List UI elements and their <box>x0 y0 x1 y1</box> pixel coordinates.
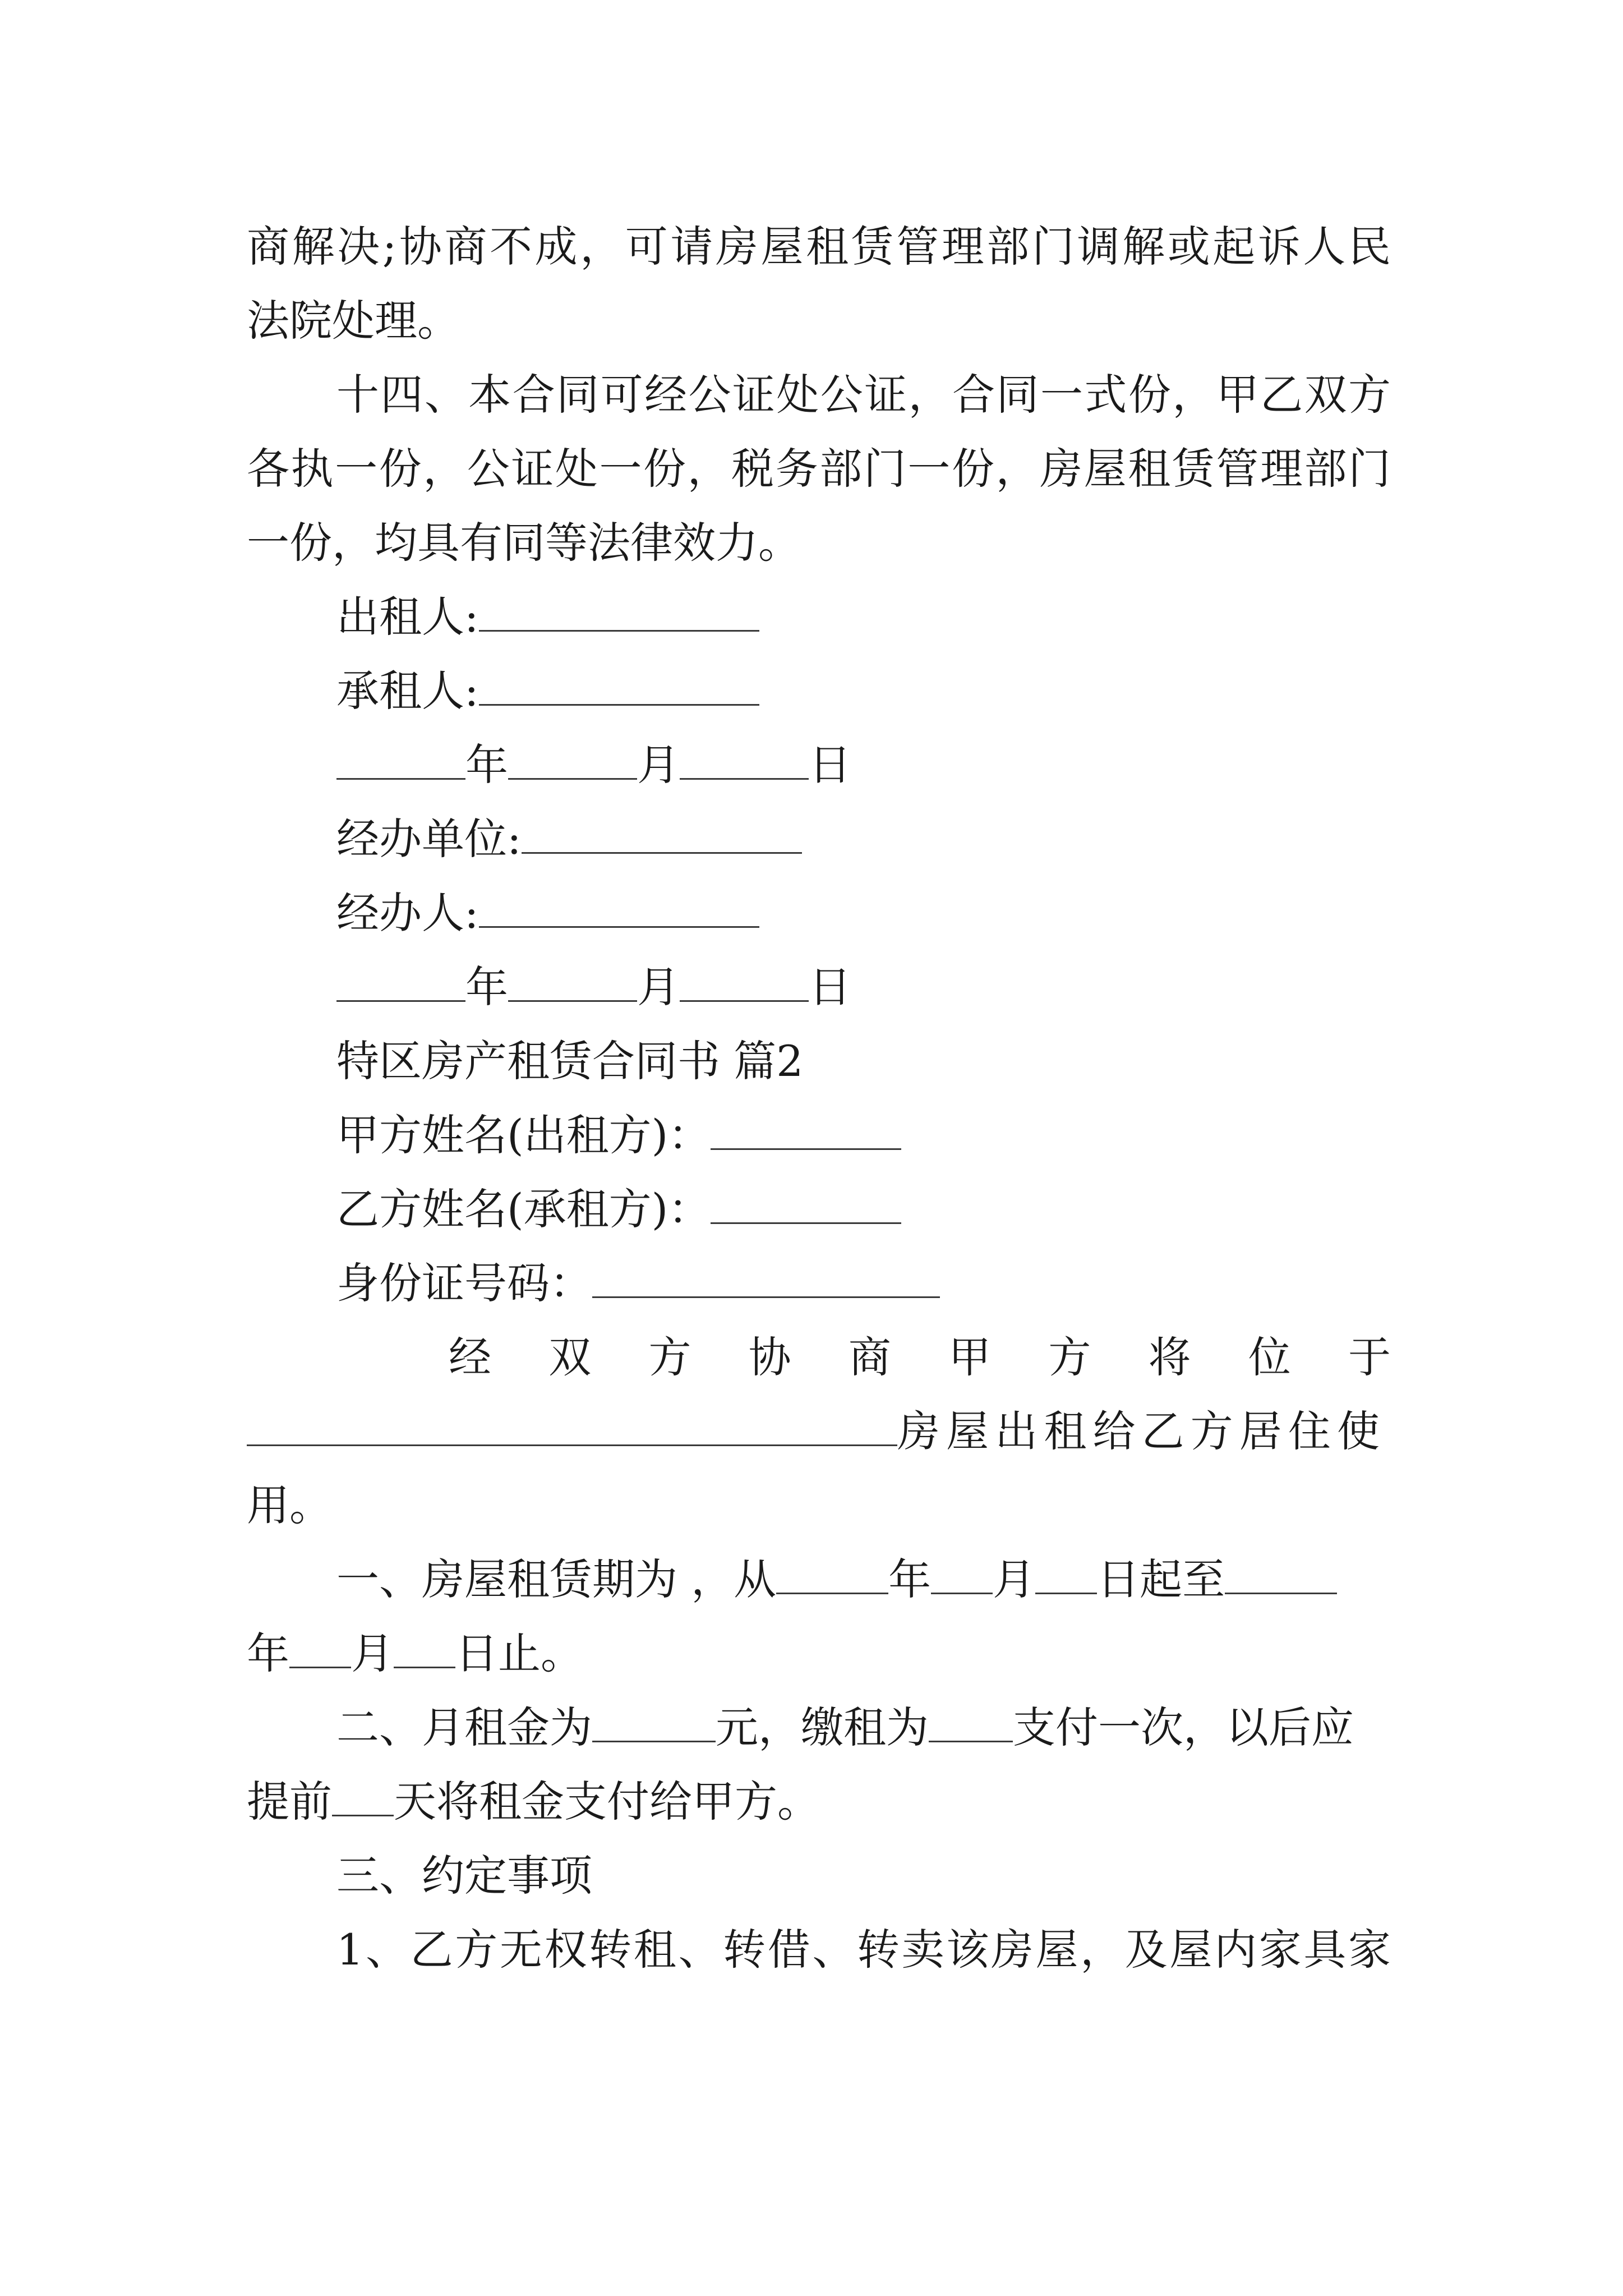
rent-line: 二、月租金为 元，缴租为 支付一次，以后应 <box>336 1703 1354 1752</box>
lessee-signature-line: 承租人: <box>336 657 1391 725</box>
year-blank <box>336 739 465 780</box>
agent-line: 经办人: <box>336 880 1391 947</box>
lease-term-line: 年 月 日止。 <box>247 1628 583 1678</box>
spread-text-line: 经 双 方 协 商 甲 方 将 位 于 <box>449 1332 1391 1382</box>
paragraph-line: 商解决;协商不成，可请房屋租赁管理部门调解或起诉人民 <box>247 222 1391 272</box>
year-blank <box>336 961 465 1002</box>
agreed-item-1: 1、乙方无权转租、转借、转卖该房屋，及屋内家具家 <box>336 1925 1391 1975</box>
agency-blank <box>522 813 802 854</box>
location-blank <box>247 1405 897 1446</box>
lessor-blank <box>479 591 759 632</box>
agency-line: 经办单位: <box>336 806 1391 873</box>
date-line: 年 月 日 <box>336 731 1391 799</box>
house-location-line: 房屋出租给乙方居住使 <box>247 1398 1391 1465</box>
lease-term-line: 一、房屋租赁期为 ，从 年 月 日起至 <box>336 1546 1391 1613</box>
section-title: 特区房产租赁合同书 篇2 <box>336 1036 804 1086</box>
end-month-blank <box>289 1627 351 1668</box>
day-blank <box>680 739 809 780</box>
date-line: 年 月 日 <box>336 954 1391 1021</box>
paragraph-line: 用。 <box>247 1480 332 1530</box>
day-blank <box>680 961 809 1002</box>
party-a-blank <box>711 1109 901 1150</box>
end-year-blank <box>1225 1553 1337 1594</box>
party-a-line: 甲方姓名(出租方)： <box>336 1102 1391 1169</box>
paragraph-line: 一份，均具有同等法律效力。 <box>247 518 801 568</box>
paragraph-line: 各执一份，公证处一份，税务部门一份，房屋租赁管理部门 <box>247 444 1391 494</box>
end-day-blank <box>394 1627 455 1668</box>
rent-line: 提前 天将租金支付给甲方。 <box>247 1777 820 1826</box>
paragraph-line: 法院处理。 <box>247 296 460 346</box>
agreed-items-heading: 三、约定事项 <box>336 1851 592 1901</box>
agent-blank <box>479 887 759 928</box>
party-b-blank <box>711 1183 901 1224</box>
start-month-blank <box>931 1553 993 1594</box>
clause-14-line: 十四、本合同可经公证处公证，合同一式份，甲乙双方 <box>336 370 1391 420</box>
id-number-blank <box>592 1257 940 1298</box>
month-blank <box>508 961 637 1002</box>
start-year-blank <box>776 1553 888 1594</box>
lessor-signature-line: 出租人: <box>336 583 1391 651</box>
rent-period-blank <box>929 1701 1013 1742</box>
lessee-blank <box>479 665 759 706</box>
rent-amount-blank <box>592 1701 716 1742</box>
party-b-line: 乙方姓名(承租方)： <box>336 1176 1391 1243</box>
month-blank <box>508 739 637 780</box>
id-number-line: 身份证号码： <box>336 1250 1391 1317</box>
advance-days-blank <box>332 1775 394 1816</box>
start-day-blank <box>1035 1553 1097 1594</box>
